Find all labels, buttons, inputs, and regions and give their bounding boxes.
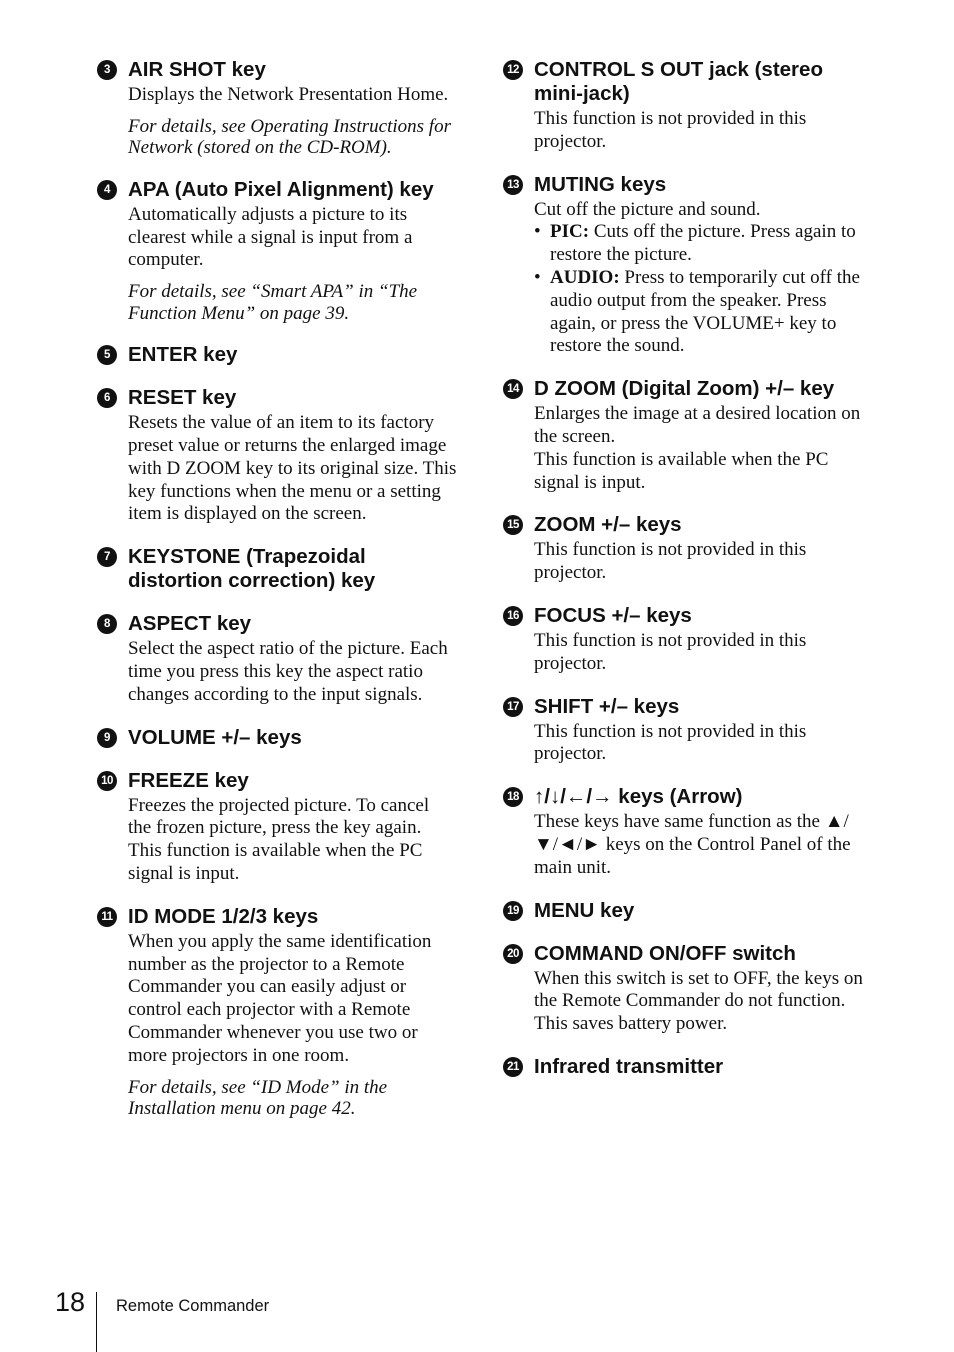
arrow-icons: ↑/↓/←/→ xyxy=(534,785,613,809)
item-focus-keys xyxy=(503,604,868,676)
item-control-s-out-jack xyxy=(503,58,868,154)
footer-divider xyxy=(96,1292,97,1352)
item-note: For details, see “ID Mode” in the Installation menu on page 42. xyxy=(128,1076,388,1120)
item-infrared-transmitter xyxy=(503,1055,868,1079)
item-title: MUTING keys xyxy=(534,172,667,196)
item-arrow-keys xyxy=(503,785,868,879)
item-description: Automatically adjusts a picture to its clearest while a signal is input from a computer. xyxy=(128,203,413,271)
item-description: Select the aspect ratio of the picture. Each time you press this key the aspect ratio changes according to the input signals. xyxy=(128,638,448,705)
item-description: Enlarges the image at a desired location on the screen. xyxy=(534,403,861,447)
item-zoom-keys xyxy=(503,513,868,585)
item-description: This function is not provided in this projector. xyxy=(534,539,807,584)
item-description: Cut off the picture and sound. xyxy=(534,198,761,220)
item-title: FOCUS +/– keys xyxy=(534,603,692,627)
item-title: AIR SHOT key xyxy=(128,58,266,81)
bullet-text: Press to temporarily cut off the audio output from the speaker. Press again, or press the VOLUME+ key to restore the sound. xyxy=(550,266,860,357)
item-number-badge: 5 xyxy=(97,345,117,365)
item-number-badge: 21 xyxy=(503,1057,523,1077)
item-aspect-key xyxy=(97,612,457,706)
item-title: APA (Auto Pixel Alignment) key xyxy=(128,177,434,201)
item-number-badge: 19 xyxy=(503,901,523,921)
bullet-audio xyxy=(503,267,868,358)
item-title: COMMAND ON/OFF switch xyxy=(534,941,796,965)
item-note: For details, see Operating Instructions for Network (stored on the CD-ROM). xyxy=(128,115,451,159)
item-apa-key xyxy=(97,178,457,324)
bullet-label: PIC: xyxy=(550,221,590,243)
item-description: This function is not provided in this projector. xyxy=(534,108,807,152)
item-title: SHIFT +/– keys xyxy=(534,694,680,718)
item-description: Freezes the projected picture. To cancel the frozen picture, press the key again. This function is available when the PC signal is input. xyxy=(128,794,430,884)
bullet-dot: • xyxy=(534,266,541,288)
item-description: When this switch is set to OFF, the keys on the Remote Commander do not function. This saves battery power. xyxy=(534,967,863,1035)
item-d-zoom-key xyxy=(503,377,868,494)
item-title: CONTROL S OUT jack (stereo mini-jack) xyxy=(534,58,823,105)
item-number-badge: 20 xyxy=(503,944,523,964)
item-number-badge: 12 xyxy=(503,60,523,80)
item-number-badge: 18 xyxy=(503,787,523,807)
item-number-badge: 14 xyxy=(503,379,523,399)
item-keystone-key xyxy=(97,545,457,593)
item-number-badge: 9 xyxy=(97,728,117,748)
item-shift-keys xyxy=(503,695,868,767)
item-title: ZOOM +/– keys xyxy=(534,513,682,537)
item-title: ASPECT key xyxy=(128,612,252,636)
item-number-badge: 13 xyxy=(503,175,523,195)
item-title: KEYSTONE (Trapezoidal distortion correction) key xyxy=(128,545,376,593)
left-column xyxy=(97,58,457,1139)
bullet-text: Cuts off the picture. Press again to restore the picture. xyxy=(550,221,856,266)
item-title: MENU key xyxy=(534,898,635,922)
item-number-badge: 4 xyxy=(97,180,117,200)
item-title: keys (Arrow) xyxy=(612,785,743,809)
section-label: Remote Commander xyxy=(116,1297,270,1315)
item-title: VOLUME +/– keys xyxy=(128,725,302,749)
item-title: Infrared transmitter xyxy=(534,1054,724,1078)
item-reset-key xyxy=(97,386,457,526)
right-column xyxy=(503,58,868,1098)
bullet-dot: • xyxy=(534,221,541,243)
item-description: Resets the value of an item to its factory preset value or returns the enlarged image with D ZOOM key to its original size. This key functions when the menu or a setting item is displayed on the screen. xyxy=(128,412,457,525)
item-number-badge: 3 xyxy=(97,60,117,80)
item-muting-keys xyxy=(503,173,868,359)
item-description: This function is not provided in this projector. xyxy=(534,629,807,674)
item-number-badge: 6 xyxy=(97,388,117,408)
item-title: RESET key xyxy=(128,386,237,410)
item-number-badge: 11 xyxy=(97,907,117,927)
item-id-mode-keys xyxy=(97,905,457,1120)
item-number-badge: 17 xyxy=(503,697,523,717)
item-enter-key xyxy=(97,343,457,367)
item-number-badge: 16 xyxy=(503,606,523,626)
item-volume-keys xyxy=(97,726,457,750)
item-title: ID MODE 1/2/3 keys xyxy=(128,904,319,928)
bullet-pic xyxy=(503,221,868,267)
item-freeze-key xyxy=(97,769,457,886)
item-command-switch xyxy=(503,942,868,1036)
item-description: These keys have same function as the ▲/▼/◄/► keys on the Control Panel of the main unit. xyxy=(534,811,851,878)
item-number-badge: 10 xyxy=(97,771,117,791)
bullet-label: AUDIO: xyxy=(550,266,620,288)
item-description: Displays the Network Presentation Home. xyxy=(128,84,449,105)
item-number-badge: 7 xyxy=(97,547,117,567)
item-note: For details, see “Smart APA” in “The Function Menu” on page 39. xyxy=(128,281,418,324)
item-menu-key xyxy=(503,899,868,923)
item-number-badge: 8 xyxy=(97,614,117,634)
item-description: This function is available when the PC signal is input. xyxy=(534,448,829,493)
item-title: D ZOOM (Digital Zoom) +/– key xyxy=(534,377,835,401)
item-description: When you apply the same identification number as the projector to a Remote Commander you can easily adjust or control each projector with a Remote Commander whenever you use two or more projectors in one room. xyxy=(128,930,432,1066)
item-title: FREEZE key xyxy=(128,768,249,792)
page-number: 18 xyxy=(55,1287,86,1317)
item-description: This function is not provided in this projector. xyxy=(534,720,807,765)
item-air-shot-key xyxy=(97,58,457,159)
item-title: ENTER key xyxy=(128,343,238,367)
item-number-badge: 15 xyxy=(503,515,523,535)
